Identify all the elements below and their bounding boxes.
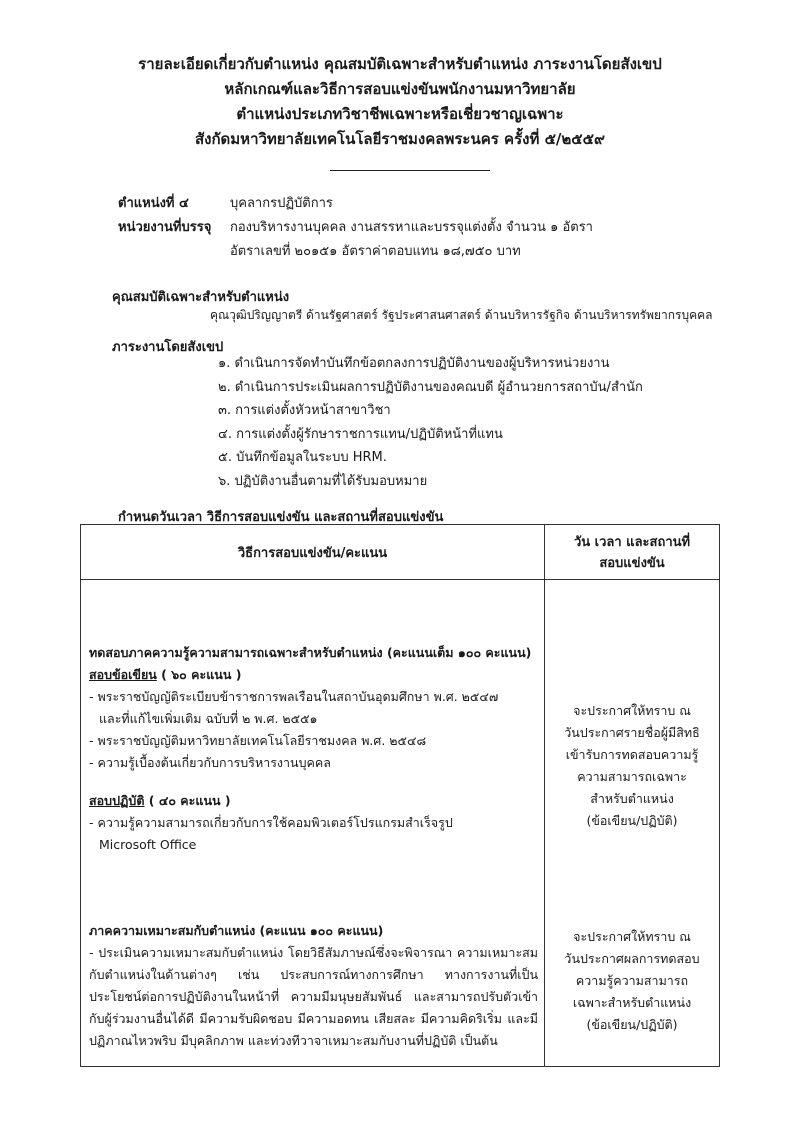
- header-line-3: ตำแหน่งประเภทวิชาชีพเฉพาะหรือเชี่ยวชาญเฉพาะ: [236, 105, 564, 123]
- announcement-line: ความรู้ความสามารถ: [575, 973, 689, 988]
- column-header-date-line-1: วัน เวลา และสถานที่: [573, 535, 691, 550]
- qualifications-text: คุณวุฒิปริญญาตรี ด้านรัฐศาสตร์ รัฐประศาสนศาสตร์ ด้านบริหารรัฐกิจ ด้านบริหารทรัพยากรบุคคล: [210, 308, 713, 322]
- announcement-line: (ข้อเขียน/ปฏิบัติ): [586, 813, 678, 828]
- suitability-title: ภาคความเหมาะสมกับตำแหน่ง (คะแนน ๑๐๐ คะแนน): [89, 923, 384, 938]
- position-info: [118, 192, 593, 264]
- announcement-line: สำหรับตำแหน่ง: [590, 791, 674, 806]
- suitability-text: - ประเมินความเหมาะสมกับตำแหน่ง โดยวิธีสัมภาษณ์ซึ่งจะพิจารณา ความเหมาะสมกับตำแหน่งในด้านต่างๆ เช่น ประสบการณ์ทางการศึกษา ทางการงานที่เป็นประโยชน์ต่อการปฏิบัติงานในหน้าที่ ความมีมนุษยสัมพันธ์ และสามารถปรับตัวเข้ากับผู้ร่วมงานอื่นได้ดี มีความรับผิดชอบ มีความอดทน เสียสละ มีความคิดริเริ่ม และมีปฏิภาณไหวพริบ มีบุคลิกภาพ และท่วงทีวาจาเหมาะสมกับงานที่ปฏิบัติ เป็นต้น: [89, 945, 539, 1048]
- duty-item: ๓. การแต่งตั้งหัวหน้าสาขาวิชา: [218, 403, 391, 418]
- written-item: - พระราชบัญญัติระเบียบข้าราชการพลเรือนในสถาบันอุดมศึกษา พ.ศ. ๒๕๔๗: [89, 689, 499, 704]
- duty-item: ๑. ดำเนินการจัดทำบันทึกข้อตกลงการปฏิบัติงานของผู้บริหารหน่วยงาน: [218, 356, 610, 371]
- announcement-line: เข้ารับการทดสอบความรู้: [565, 747, 699, 762]
- unit-line-2: อัตราเลขที่ ๒๐๑๕๑ อัตราค่าตอบแทน ๑๘,๗๕๐ บาท: [230, 244, 521, 259]
- knowledge-test-announcement: [549, 700, 715, 832]
- header-line-2: หลักเกณฑ์และวิธีการสอบแข่งขันพนักงานมหาวิทยาลัย: [224, 80, 576, 98]
- header-line-4: สังกัดมหาวิทยาลัยเทคโนโลยีราชมงคลพระนคร ครั้งที่ ๕/๒๕๕๙: [194, 130, 605, 148]
- column-header-date-place: [545, 525, 720, 580]
- written-item: - ความรู้เบื้องต้นเกี่ยวกับการบริหารงานบุคคล: [89, 755, 331, 770]
- announcement-line: (ข้อเขียน/ปฏิบัติ): [586, 1017, 678, 1032]
- announcement-line: วันประกาศรายชื่อผู้มีสิทธิ: [564, 725, 700, 740]
- announcement-line: จะประกาศให้ทราบ ณ: [573, 703, 691, 718]
- announcement-line: ความสามารถเฉพาะ: [577, 769, 687, 784]
- duty-item: ๔. การแต่งตั้งผู้รักษาราชการแทน/ปฏิบัติหน้าที่แทน: [218, 426, 503, 442]
- knowledge-test-title: ทดสอบภาคความรู้ความสามารถเฉพาะสำหรับตำแหน่ง (คะแนนเต็ม ๑๐๐ คะแนน): [89, 645, 532, 660]
- written-exam-score: ( ๖๐ คะแนน ): [156, 667, 242, 682]
- practical-exam-title: สอบปฏิบัติ: [89, 793, 145, 808]
- exam-methods-cell: [81, 580, 545, 1067]
- written-item: และที่แก้ไขเพิ่มเติม ฉบับที่ ๒ พ.ศ. ๒๕๕๑: [99, 711, 318, 726]
- document-header: [0, 52, 800, 152]
- position-label: ตำแหน่งที่ ๔: [118, 196, 189, 211]
- practical-item: Microsoft Office: [99, 837, 197, 852]
- announcement-line: เฉพาะสำหรับตำแหน่ง: [572, 995, 692, 1010]
- suitability-announcement: [549, 926, 715, 1036]
- practical-item: - ความรู้ความสามารถเกี่ยวกับการใช้คอมพิวเตอร์โปรแกรมสำเร็จรูป: [89, 815, 453, 830]
- duty-item: ๖. ปฏิบัติงานอื่นตามที่ได้รับมอบหมาย: [218, 473, 428, 489]
- duty-item: ๒. ดำเนินการประเมินผลการปฏิบัติงานของคณบดี ผู้อำนวยการสถาบัน/สำนัก: [218, 379, 643, 395]
- practical-exam-score: ( ๔๐ คะแนน ): [144, 793, 231, 808]
- schedule-title: กำหนดวันเวลา วิธีการสอบแข่งขัน และสถานที่สอบแข่งขัน: [118, 510, 444, 525]
- exam-schedule-table: [80, 524, 720, 1067]
- written-exam-title: สอบข้อเขียน: [89, 667, 157, 682]
- column-header-method: วิธีการสอบแข่งขัน/คะแนน: [81, 525, 545, 580]
- column-header-date-line-2: สอบแข่งขัน: [599, 556, 665, 571]
- announcement-line: จะประกาศให้ทราบ ณ: [573, 929, 691, 944]
- unit-line-1: กองบริหารงานบุคคล งานสรรหาและบรรจุแต่งตั้ง จำนวน ๑ อัตรา: [230, 220, 593, 235]
- duties-list: [218, 352, 643, 493]
- duty-item: ๕. บันทึกข้อมูลในระบบ HRM.: [218, 450, 387, 465]
- duties-title: ภาระงานโดยสังเขป: [112, 340, 224, 355]
- header-line-1: รายละเอียดเกี่ยวกับตำแหน่ง คุณสมบัติเฉพาะสำหรับตำแหน่ง ภาระงานโดยสังเขป: [138, 55, 662, 73]
- unit-label: หน่วยงานที่บรรจุ: [118, 220, 212, 235]
- exam-dates-cell: [545, 580, 720, 1067]
- written-item: - พระราชบัญญัติมหาวิทยาลัยเทคโนโลยีราชมงคล พ.ศ. ๒๕๔๘: [89, 733, 427, 748]
- qualifications-title: คุณสมบัติเฉพาะสำหรับตำแหน่ง: [112, 290, 290, 305]
- header-divider: [330, 170, 490, 171]
- announcement-line: วันประกาศผลการทดสอบ: [564, 951, 700, 966]
- position-value: บุคลากรปฏิบัติการ: [230, 196, 333, 211]
